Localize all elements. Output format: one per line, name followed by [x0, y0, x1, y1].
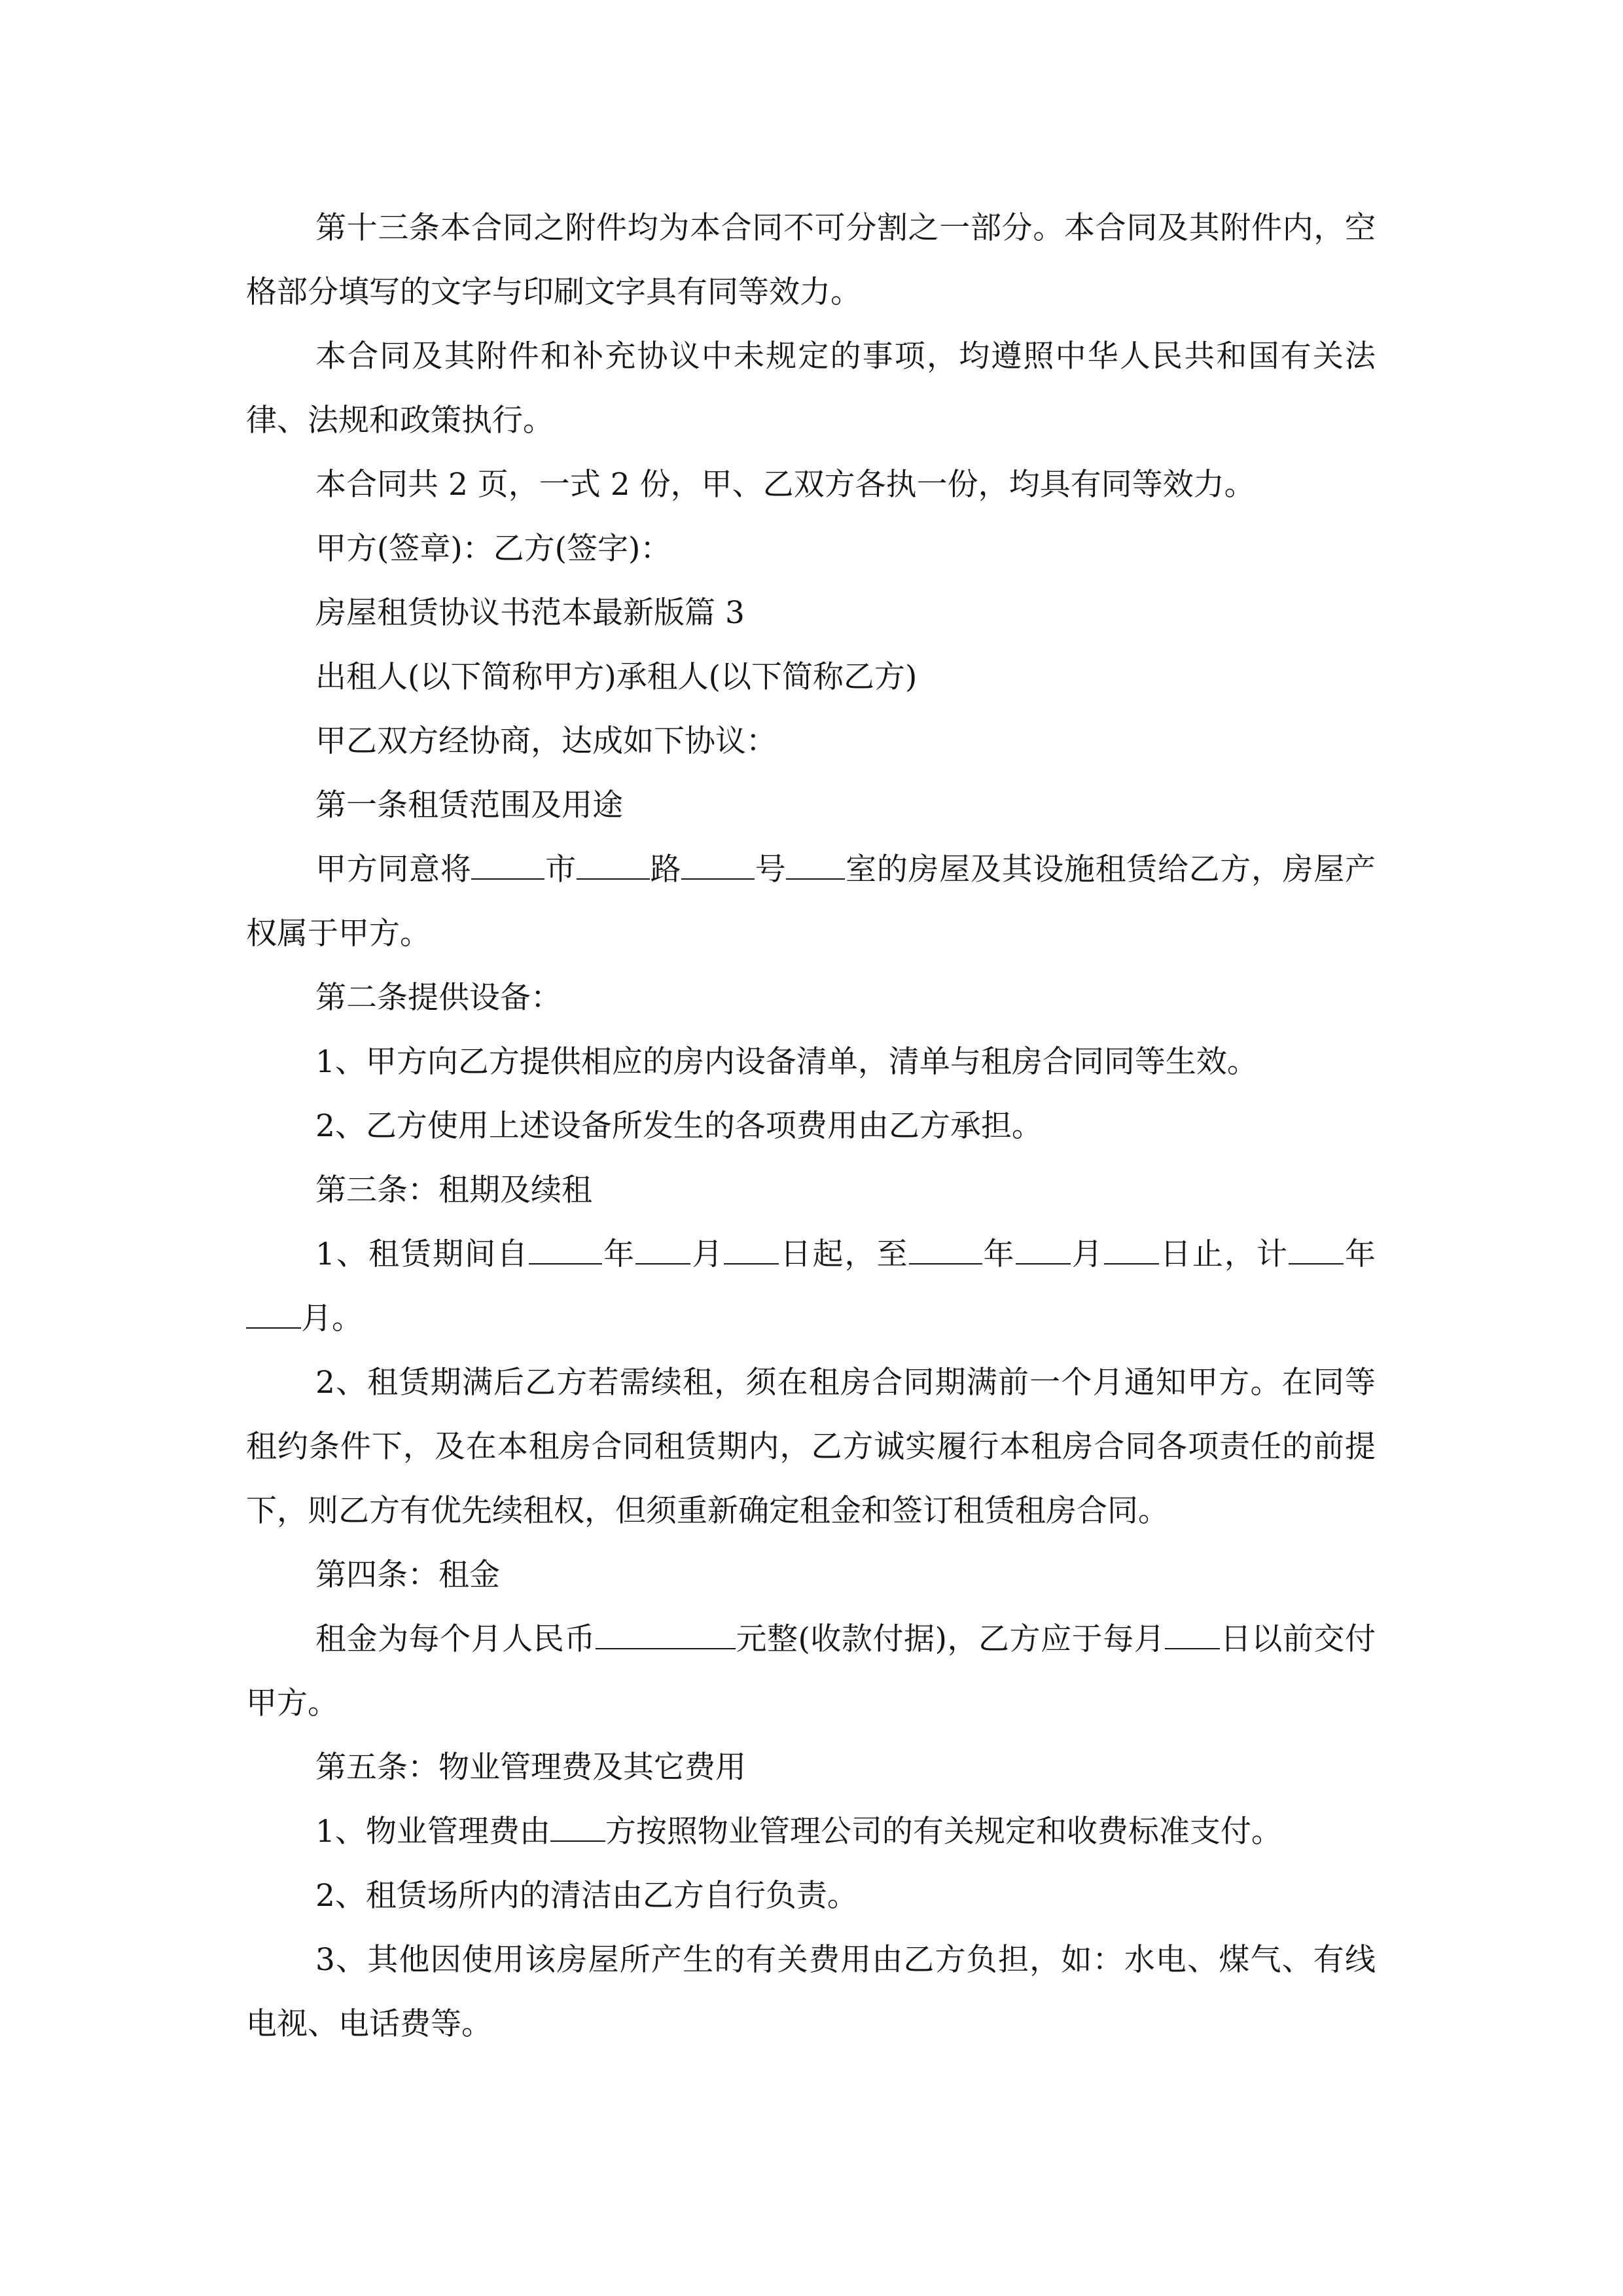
- blank-field-payer[interactable]: [550, 1812, 605, 1842]
- clause-1-title: 第一条租赁范围及用途: [315, 787, 623, 823]
- text-fragment: 年: [1344, 1236, 1376, 1272]
- text-fragment: 年: [982, 1236, 1016, 1272]
- text-fragment: 方按照物业管理公司的有关规定和收费标准支付。: [605, 1814, 1282, 1850]
- blank-field-number[interactable]: [681, 850, 755, 880]
- text-fragment: 日止，计: [1158, 1236, 1289, 1272]
- paragraph-copies: 本合同共 2 页，一式 2 份，甲、乙双方各执一份，均具有同等效力。: [315, 467, 1255, 503]
- document-body: [246, 196, 1376, 2056]
- blank-field-start-month[interactable]: [635, 1234, 690, 1265]
- blank-field-city[interactable]: [471, 850, 544, 880]
- clause-5-title: 第五条：物业管理费及其它费用: [315, 1749, 746, 1785]
- section-heading: 房屋租赁协议书范本最新版篇 3: [315, 595, 745, 631]
- paragraph-agreement-intro: 甲乙双方经协商，达成如下协议：: [315, 723, 777, 759]
- text-fragment: 号: [755, 852, 787, 888]
- clause-3-title: 第三条：租期及续租: [315, 1172, 592, 1208]
- text-fragment: 年: [602, 1236, 636, 1272]
- blank-field-start-year[interactable]: [529, 1234, 602, 1265]
- clause-1-text: [246, 838, 1376, 966]
- clause-4-title: 第四条：租金: [315, 1557, 500, 1593]
- blank-field-term-months[interactable]: [246, 1299, 301, 1329]
- text-fragment: 路: [649, 852, 682, 888]
- text-fragment: 日以前交付甲方。: [246, 1621, 1376, 1721]
- text-fragment: 1、物业管理费由: [315, 1814, 550, 1850]
- clause-2-title: 第二条提供设备：: [315, 980, 562, 1016]
- clause-5-item-1: [246, 1800, 1376, 1864]
- clause-5-item-2: 2、租赁场所内的清洁由乙方自行负责。: [315, 1878, 858, 1914]
- blank-field-end-month[interactable]: [1016, 1234, 1071, 1265]
- clause-3-item-2: 2、租赁期满后乙方若需续租，须在租房合同期满前一个月通知甲方。在同等租约条件下，及在本租房合同租赁期内，乙方诚实履行本租房合同各项责任的前提下，则乙方有优先续租权，但须重新确定租金和签订租赁租房合同。: [246, 1365, 1376, 1529]
- text-fragment: 室的房屋及其设施租赁给乙方，房屋产权属于甲方。: [246, 852, 1376, 952]
- blank-field-room[interactable]: [786, 850, 845, 880]
- clause-2-item-2: 2、乙方使用上述设备所发生的各项费用由乙方承担。: [315, 1108, 1043, 1144]
- text-fragment: 月。: [301, 1300, 363, 1336]
- clause-5-item-3: 3、其他因使用该房屋所产生的有关费用由乙方负担，如：水电、煤气、有线电视、电话费等。: [246, 1942, 1376, 2042]
- text-fragment: 租金为每个月人民币: [315, 1621, 596, 1657]
- blank-field-end-year[interactable]: [909, 1234, 982, 1265]
- blank-field-rent-amount[interactable]: [596, 1619, 736, 1649]
- text-fragment: 日起，至: [779, 1236, 909, 1272]
- paragraph-applicable-law: 本合同及其附件和补充协议中未规定的事项，均遵照中华人民共和国有关法律、法规和政策执行。: [246, 338, 1376, 439]
- paragraph-clause-13: 第十三条本合同之附件均为本合同不可分割之一部分。本合同及其附件内，空格部分填写的文字与印刷文字具有同等效力。: [246, 210, 1376, 310]
- blank-field-payment-day[interactable]: [1165, 1619, 1220, 1649]
- blank-field-end-day[interactable]: [1104, 1234, 1159, 1265]
- clause-3-item-1: [246, 1223, 1376, 1351]
- text-fragment: 1、租赁期间自: [315, 1236, 529, 1272]
- paragraph-parties: 出租人(以下简称甲方)承租人(以下简称乙方): [315, 659, 918, 695]
- paragraph-signatures: 甲方(签章)：乙方(签字)：: [315, 531, 671, 567]
- clause-2-item-1: 1、甲方向乙方提供相应的房内设备清单，清单与租房合同同等生效。: [315, 1044, 1258, 1080]
- text-fragment: 甲方同意将: [315, 852, 472, 888]
- clause-4-text: [246, 1607, 1376, 1736]
- text-fragment: 月: [690, 1236, 724, 1272]
- blank-field-start-day[interactable]: [724, 1234, 779, 1265]
- text-fragment: 月: [1070, 1236, 1104, 1272]
- text-fragment: 元整(收款付据)，乙方应于每月: [735, 1621, 1166, 1657]
- text-fragment: 市: [544, 852, 577, 888]
- blank-field-road[interactable]: [577, 850, 650, 880]
- blank-field-term-years[interactable]: [1289, 1234, 1344, 1265]
